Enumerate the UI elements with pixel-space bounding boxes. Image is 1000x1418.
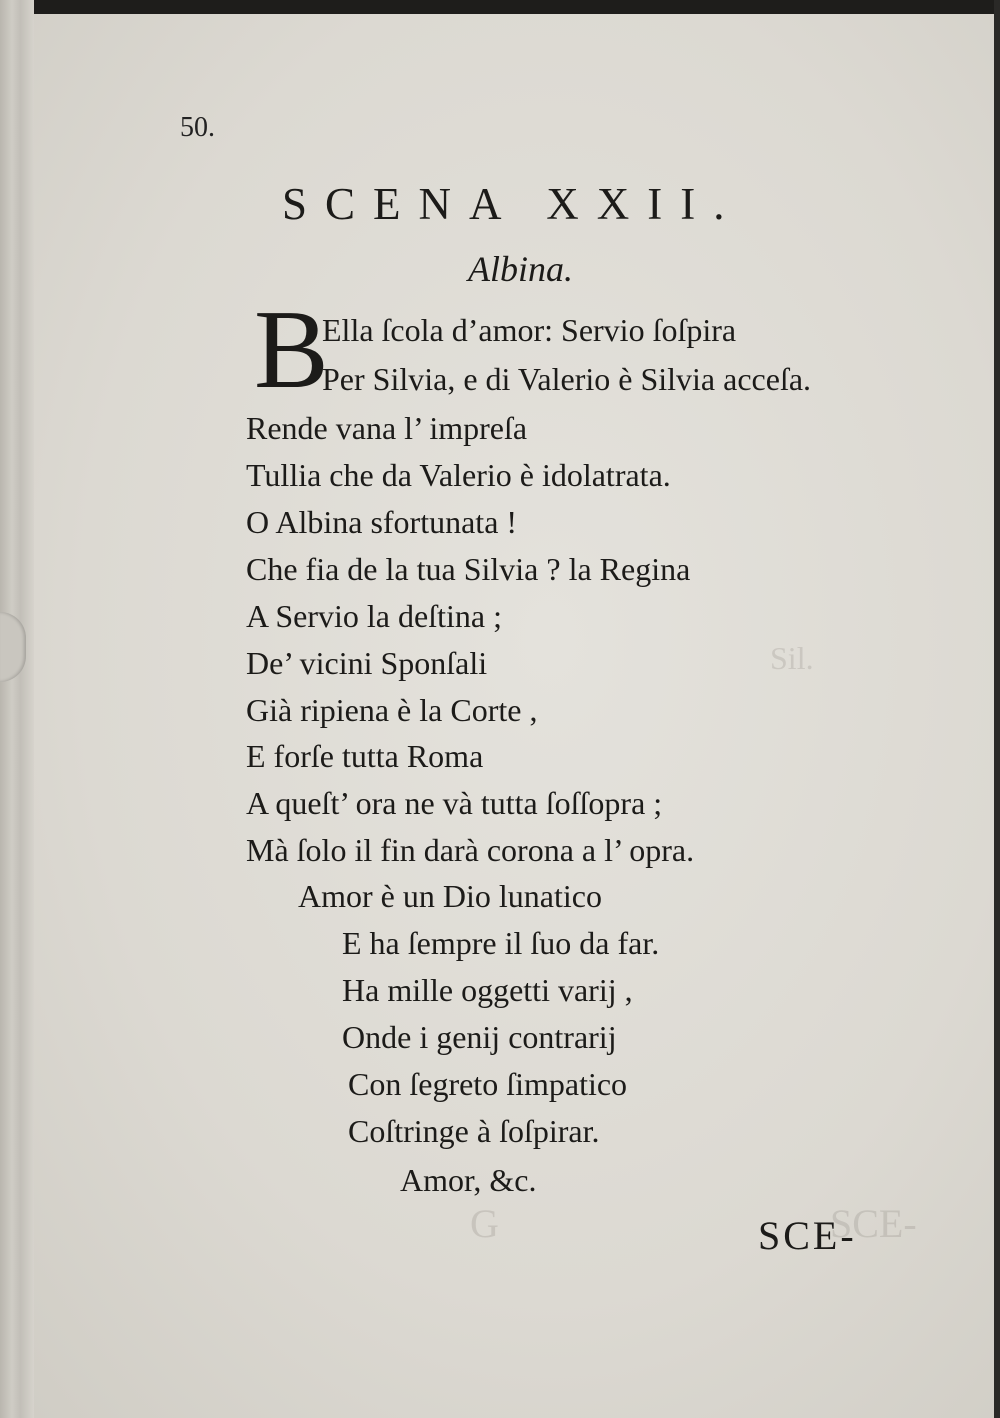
verse-line: O Albina sfortunata ! bbox=[246, 504, 518, 540]
show-through-mark: G bbox=[470, 1201, 499, 1246]
verse-line: A queſt’ ora ne và tutta ſoſſopra ; bbox=[246, 785, 663, 821]
verse-line: A Servio la deſtina ; bbox=[246, 598, 502, 634]
song-line: Onde i genij contrarij bbox=[342, 1019, 617, 1055]
show-through-mark: Sil. bbox=[770, 640, 814, 676]
song-line: Amor è un Dio lunatico bbox=[298, 878, 602, 914]
scene-title: SCENA XXII. bbox=[282, 179, 743, 229]
verse-line: Ella ſcola d’amor: Servio ſoſpira bbox=[322, 312, 737, 348]
page-right-edge bbox=[994, 0, 1000, 1418]
show-through-mark: SCE- bbox=[830, 1201, 917, 1246]
verse-line: Rende vana l’ impreſa bbox=[246, 410, 528, 446]
catchword: SCE- bbox=[758, 1213, 857, 1258]
verse-line: De’ vicini Sponſali bbox=[246, 645, 488, 681]
verse-line: E forſe tutta Roma bbox=[246, 738, 484, 774]
page-number: 50. bbox=[180, 112, 215, 143]
verse-line: Mà ſolo il fin darà corona a l’ opra. bbox=[246, 832, 695, 868]
song-line: Ha mille oggetti varij , bbox=[342, 972, 633, 1008]
verse-line: Tullia che da Valerio è idolatrata. bbox=[246, 457, 671, 493]
verse-line: Per Silvia, e di Valerio è Silvia acceſa. bbox=[322, 361, 812, 397]
drop-cap: B bbox=[254, 288, 329, 412]
song-line: Con ſegreto ſimpatico bbox=[348, 1066, 628, 1102]
song-line: Coſtringe à ſoſpirar. bbox=[348, 1113, 600, 1149]
speaker-name: Albina. bbox=[468, 249, 573, 289]
verse-line: Già ripiena è la Corte , bbox=[246, 692, 538, 728]
page-top-edge bbox=[0, 0, 1000, 14]
book-spine-edge bbox=[0, 0, 34, 1418]
song-line: E ha ſempre il ſuo da far. bbox=[342, 925, 660, 961]
verse-line: Che fia de la tua Silvia ? la Regina bbox=[246, 551, 691, 587]
refrain: Amor, &c. bbox=[400, 1162, 537, 1198]
